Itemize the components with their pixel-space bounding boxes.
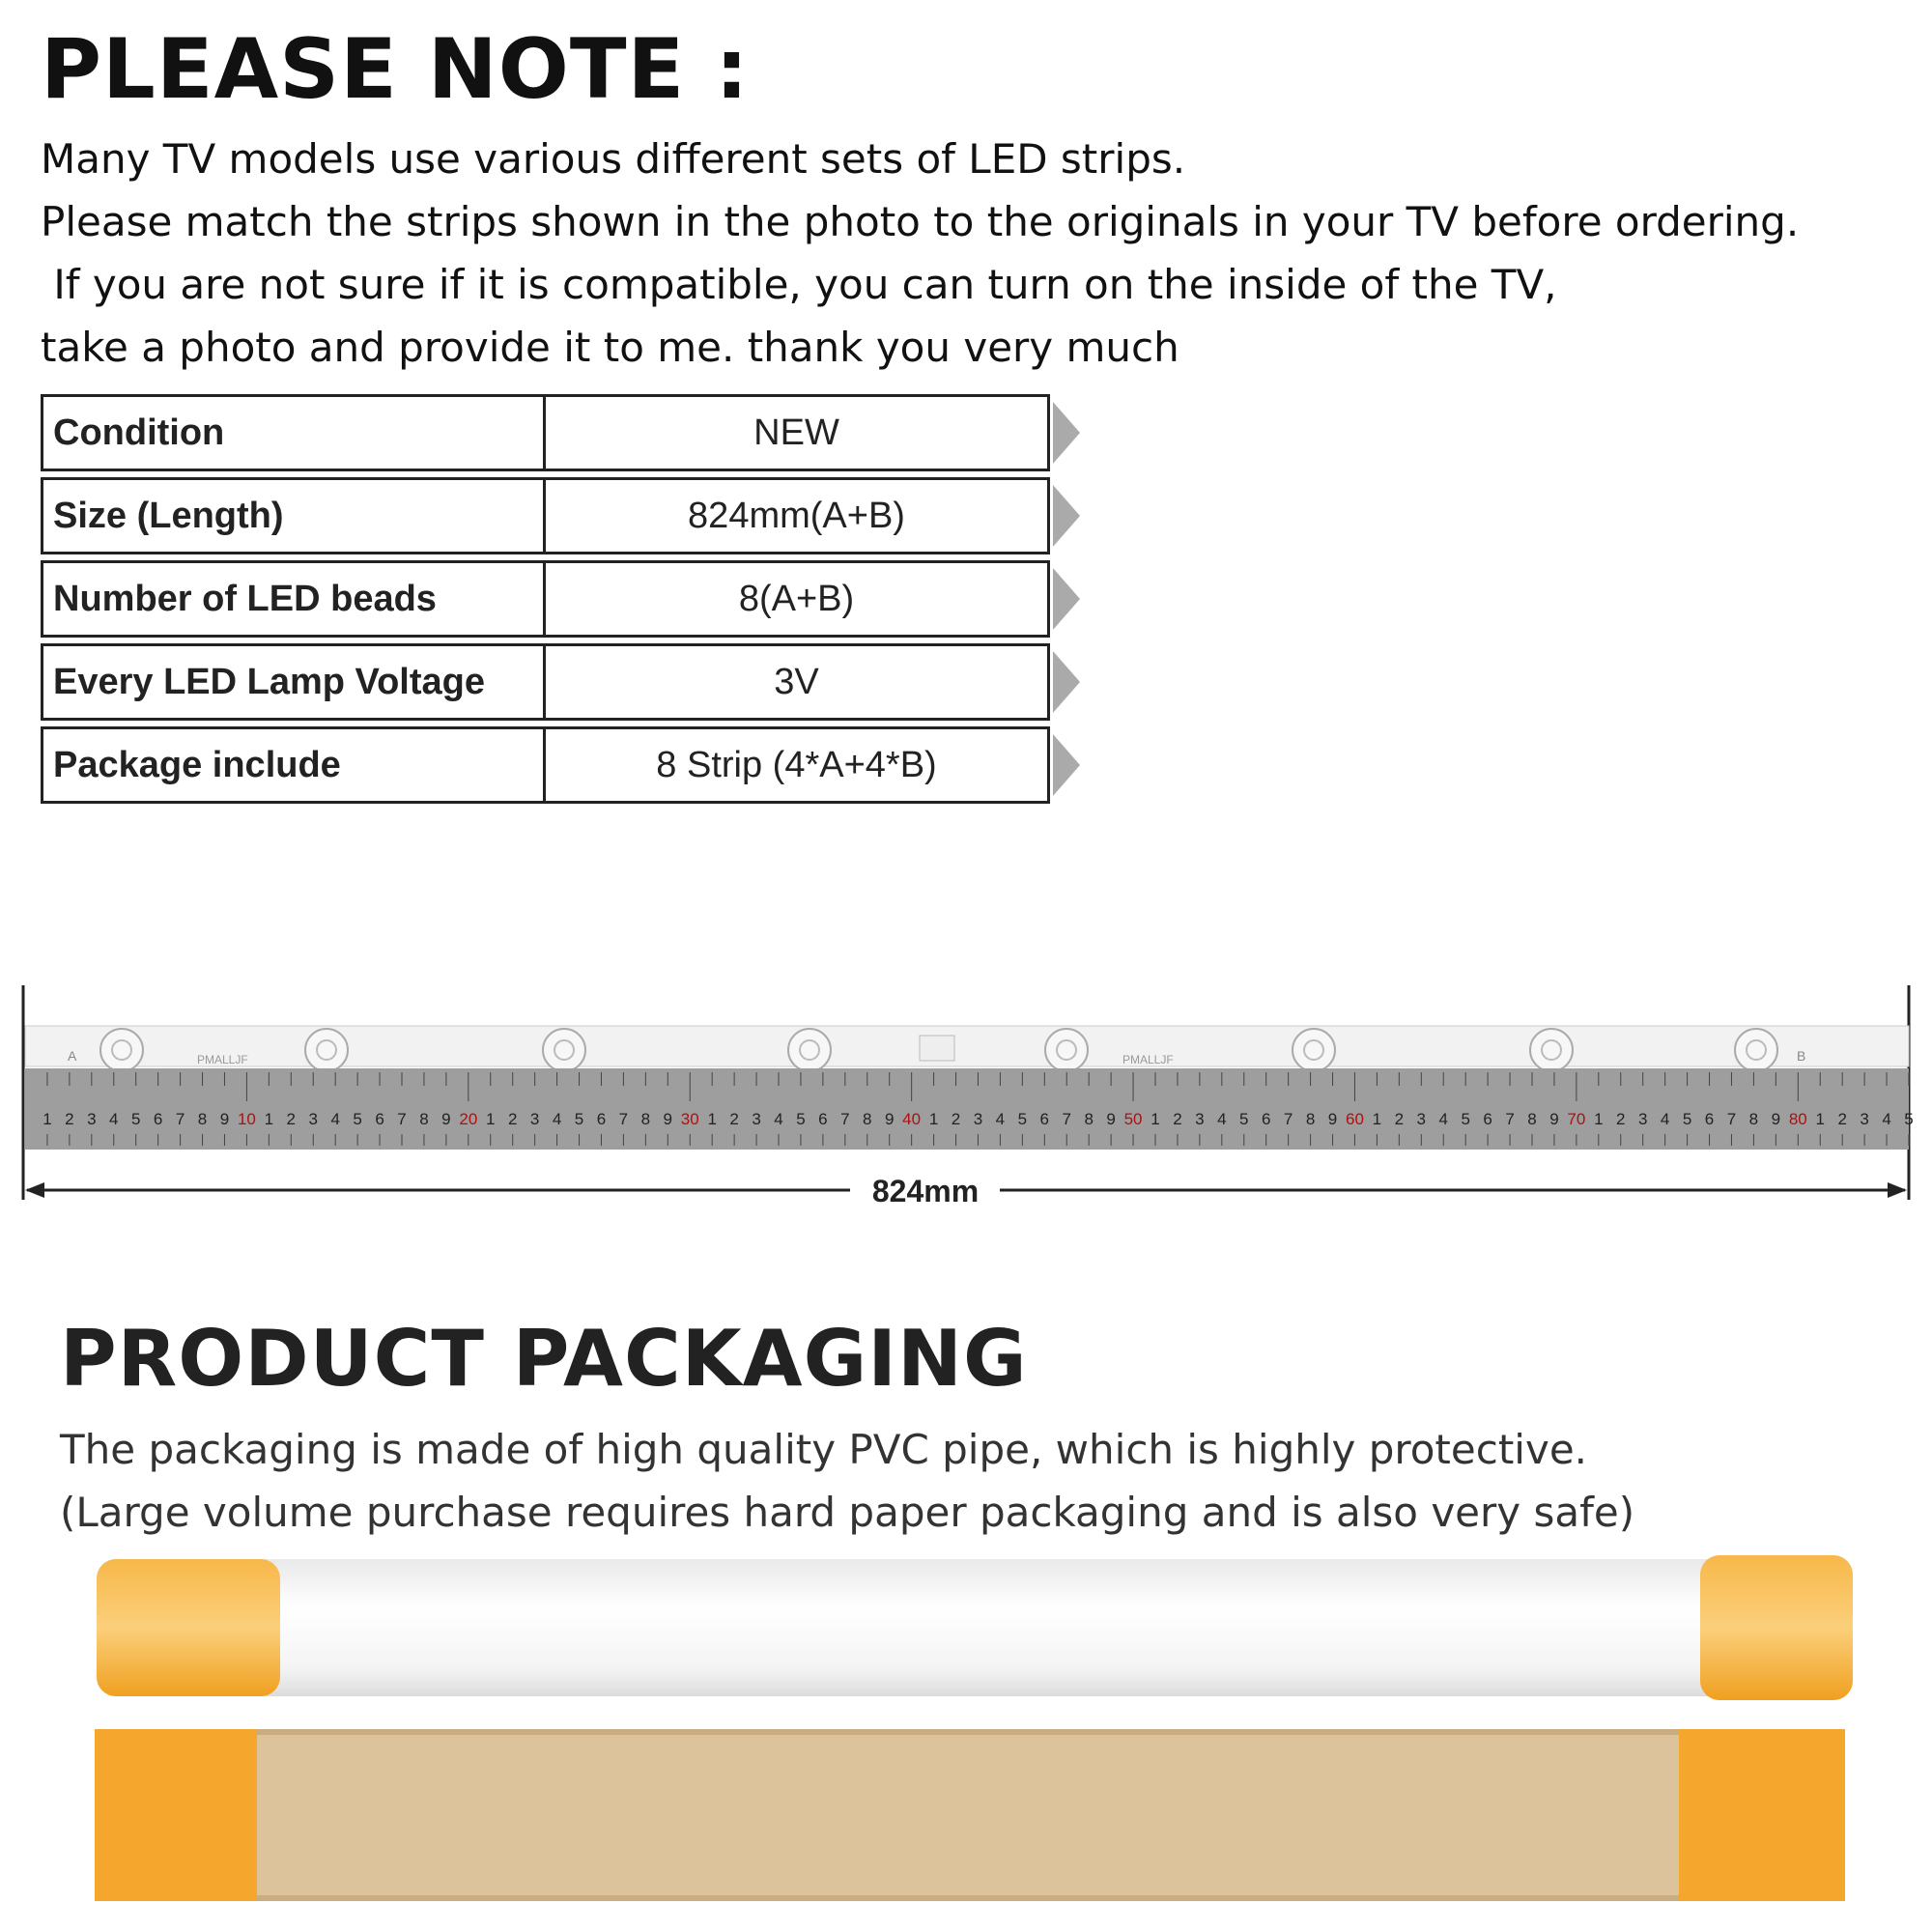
spec-row bbox=[41, 477, 1094, 554]
ruler-number: 2 bbox=[507, 1110, 518, 1128]
arrow-icon bbox=[1053, 568, 1080, 630]
ruler-number: 6 bbox=[1483, 1110, 1492, 1128]
arrow-icon bbox=[1053, 651, 1080, 713]
ruler-number: 5 bbox=[1461, 1110, 1470, 1128]
strip-marking: PMALLJF bbox=[197, 1053, 248, 1066]
led-bead bbox=[100, 1029, 143, 1071]
tape-left bbox=[97, 1559, 280, 1696]
pvc-tube-image bbox=[97, 1555, 1853, 1700]
ruler-number: 3 bbox=[1195, 1110, 1205, 1128]
ruler-number: 10 bbox=[237, 1110, 256, 1128]
strip-connector bbox=[920, 1036, 954, 1061]
ruler-number: 1 bbox=[1594, 1110, 1604, 1128]
ruler bbox=[25, 1068, 1909, 1150]
packaging-title: PRODUCT PACKAGING bbox=[60, 1314, 1028, 1404]
spec-label: Package include bbox=[43, 729, 546, 801]
arrow-left-icon bbox=[25, 1182, 44, 1198]
led-bead bbox=[543, 1029, 585, 1071]
ruler-number: 9 bbox=[1549, 1110, 1559, 1128]
ruler-number: 4 bbox=[330, 1110, 340, 1128]
ruler-number: 2 bbox=[286, 1110, 297, 1128]
note-title: PLEASE NOTE : bbox=[41, 21, 750, 118]
ruler-number: 1 bbox=[1372, 1110, 1382, 1128]
spec-label: Every LED Lamp Voltage bbox=[43, 646, 546, 718]
tape-left bbox=[95, 1729, 257, 1901]
ruler-number: 8 bbox=[1527, 1110, 1537, 1128]
ruler-number: 60 bbox=[1346, 1110, 1364, 1128]
ruler-number: 6 bbox=[1704, 1110, 1715, 1128]
ruler-number: 4 bbox=[552, 1110, 562, 1128]
ruler-number: 8 bbox=[863, 1110, 872, 1128]
ruler-number: 1 bbox=[928, 1110, 939, 1128]
ruler-number: 1 bbox=[486, 1110, 496, 1128]
ruler-number: 3 bbox=[973, 1110, 983, 1128]
spec-row bbox=[41, 726, 1094, 804]
ruler-number: 2 bbox=[65, 1110, 74, 1128]
spec-value: 8 Strip (4*A+4*B) bbox=[656, 744, 937, 785]
ruler-number: 2 bbox=[1837, 1110, 1847, 1128]
ruler-number: 6 bbox=[153, 1110, 163, 1128]
ruler-number: 7 bbox=[175, 1110, 185, 1128]
spec-label: Number of LED beads bbox=[43, 563, 546, 635]
ruler-number: 5 bbox=[574, 1110, 584, 1128]
ruler-number: 3 bbox=[87, 1110, 97, 1128]
note-line: If you are not sure if it is compatible, you can turn on the inside of the TV, bbox=[41, 261, 1557, 308]
packaging-line: The packaging is made of high quality PVC pipe, which is highly protective. bbox=[60, 1426, 1588, 1473]
spec-row bbox=[41, 394, 1094, 471]
strip-label-b: B bbox=[1797, 1048, 1806, 1064]
spec-label: Size (Length) bbox=[43, 480, 546, 552]
ruler-number: 8 bbox=[1084, 1110, 1094, 1128]
ruler-number: 3 bbox=[752, 1110, 761, 1128]
ruler-number: 7 bbox=[618, 1110, 629, 1128]
arrow-icon bbox=[1053, 402, 1080, 464]
spec-label: Condition bbox=[43, 397, 546, 469]
ruler-number: 1 bbox=[264, 1110, 274, 1128]
ruler-number: 6 bbox=[596, 1110, 607, 1128]
note-text bbox=[41, 128, 1799, 379]
led-bead bbox=[1293, 1029, 1335, 1071]
ruler-number: 8 bbox=[197, 1110, 208, 1128]
led-strip-figure bbox=[0, 976, 1932, 1208]
ruler-number: 9 bbox=[219, 1110, 230, 1128]
ruler-number: 2 bbox=[1394, 1110, 1405, 1128]
ruler-number: 70 bbox=[1567, 1110, 1586, 1128]
ruler-number: 8 bbox=[1305, 1110, 1316, 1128]
ruler-number: 9 bbox=[884, 1110, 895, 1128]
ruler-number: 6 bbox=[818, 1110, 828, 1128]
ruler-number: 80 bbox=[1788, 1110, 1807, 1128]
led-bead bbox=[1045, 1029, 1088, 1071]
ruler-number: 3 bbox=[1637, 1110, 1648, 1128]
cardboard-box-image bbox=[95, 1729, 1845, 1901]
ruler-number: 2 bbox=[1616, 1110, 1626, 1128]
note-line: Many TV models use various different sets of LED strips. bbox=[41, 135, 1186, 183]
ruler-number: 1 bbox=[43, 1110, 52, 1128]
spec-row bbox=[41, 560, 1094, 638]
ruler-number: 8 bbox=[1748, 1110, 1759, 1128]
ruler-number: 9 bbox=[441, 1110, 451, 1128]
ruler-number: 6 bbox=[1261, 1110, 1271, 1128]
spec-value: NEW bbox=[753, 412, 839, 453]
tape-right bbox=[1679, 1729, 1845, 1901]
led-bead bbox=[788, 1029, 831, 1071]
ruler-number: 4 bbox=[1882, 1110, 1891, 1128]
led-bead bbox=[1530, 1029, 1573, 1071]
arrow-icon bbox=[1053, 734, 1080, 796]
packaging-text bbox=[60, 1418, 1634, 1544]
ruler-number: 3 bbox=[308, 1110, 318, 1128]
ruler-number: 6 bbox=[1039, 1110, 1050, 1128]
ruler-number: 5 bbox=[130, 1110, 141, 1128]
led-bead bbox=[305, 1029, 348, 1071]
arrow-right-icon bbox=[1888, 1182, 1907, 1198]
ruler-number: 7 bbox=[840, 1110, 850, 1128]
ruler-number: 7 bbox=[1283, 1110, 1293, 1128]
ruler-number: 2 bbox=[729, 1110, 739, 1128]
ruler-number: 4 bbox=[1438, 1110, 1448, 1128]
ruler-number: 7 bbox=[1505, 1110, 1515, 1128]
ruler-number: 9 bbox=[663, 1110, 673, 1128]
ruler-number: 5 bbox=[1904, 1110, 1914, 1128]
ruler-number: 7 bbox=[1062, 1110, 1071, 1128]
ruler-number: 8 bbox=[419, 1110, 429, 1128]
ruler-number: 2 bbox=[1173, 1110, 1182, 1128]
ruler-number: 7 bbox=[1726, 1110, 1737, 1128]
spec-value: 3V bbox=[774, 661, 819, 702]
strip-marking: PMALLJF bbox=[1122, 1053, 1174, 1066]
ruler-number: 1 bbox=[1815, 1110, 1825, 1128]
ruler-number: 20 bbox=[459, 1110, 478, 1128]
ruler-number: 4 bbox=[995, 1110, 1006, 1128]
length-label: 824mm bbox=[871, 1174, 980, 1208]
ruler-number: 5 bbox=[353, 1110, 362, 1128]
ruler-number: 4 bbox=[1217, 1110, 1227, 1128]
ruler-number: 9 bbox=[1771, 1110, 1781, 1128]
ruler-number: 1 bbox=[1151, 1110, 1160, 1128]
spec-row bbox=[41, 643, 1094, 721]
ruler-number: 1 bbox=[707, 1110, 717, 1128]
spec-value: 824mm(A+B) bbox=[688, 495, 905, 536]
ruler-number: 8 bbox=[640, 1110, 651, 1128]
note-line: take a photo and provide it to me. thank you very much bbox=[41, 324, 1179, 371]
ruler-number: 5 bbox=[1682, 1110, 1692, 1128]
ruler-number: 30 bbox=[680, 1110, 699, 1128]
arrow-icon bbox=[1053, 485, 1080, 547]
ruler-number: 50 bbox=[1123, 1110, 1143, 1128]
ruler-number: 3 bbox=[1860, 1110, 1869, 1128]
ruler-number: 4 bbox=[109, 1110, 119, 1128]
strip-label-a: A bbox=[68, 1048, 77, 1064]
ruler-number: 2 bbox=[951, 1110, 961, 1128]
note-line: Please match the strips shown in the photo to the originals in your TV before ordering. bbox=[41, 198, 1800, 245]
ruler-number: 4 bbox=[1660, 1110, 1670, 1128]
spec-table bbox=[41, 394, 1094, 810]
ruler-number: 5 bbox=[1017, 1110, 1028, 1128]
tape-right bbox=[1700, 1555, 1853, 1700]
ruler-number: 3 bbox=[1416, 1110, 1427, 1128]
ruler-number: 3 bbox=[529, 1110, 540, 1128]
led-bead bbox=[1735, 1029, 1777, 1071]
ruler-number: 40 bbox=[902, 1110, 922, 1128]
ruler-number: 7 bbox=[397, 1110, 407, 1128]
ruler-number: 5 bbox=[796, 1110, 806, 1128]
ruler-number: 4 bbox=[774, 1110, 783, 1128]
ruler-number: 9 bbox=[1106, 1110, 1116, 1128]
ruler-number: 6 bbox=[375, 1110, 384, 1128]
ruler-number: 5 bbox=[1239, 1110, 1249, 1128]
packaging-line: (Large volume purchase requires hard paper packaging and is also very safe) bbox=[60, 1489, 1635, 1536]
ruler-number: 9 bbox=[1327, 1110, 1338, 1128]
spec-value: 8(A+B) bbox=[738, 578, 855, 619]
